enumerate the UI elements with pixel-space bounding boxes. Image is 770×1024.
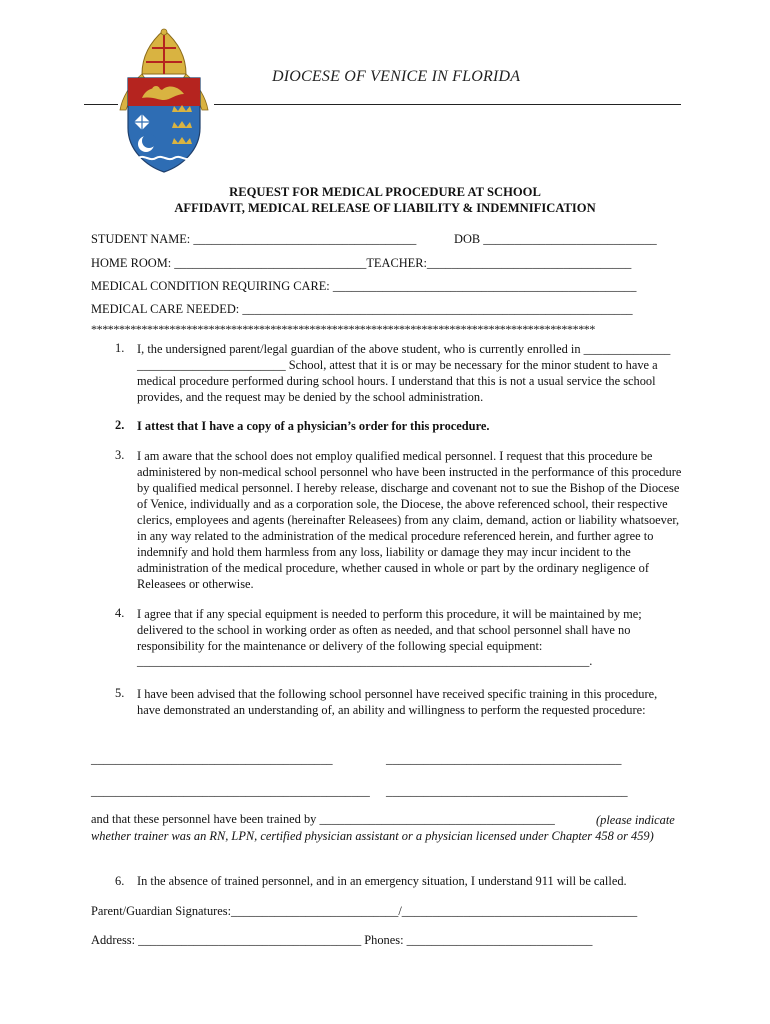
home-room-teacher-field[interactable]: HOME ROOM: _______________________________TEACHER:_________________________________ xyxy=(91,256,632,270)
header-rule-left xyxy=(84,104,118,105)
guardian-signatures-field[interactable]: Parent/Guardian Signatures:___________________________/______________________________________ xyxy=(91,904,638,918)
personnel-1-field[interactable]: _______________________________________ xyxy=(91,752,333,766)
item-2-number: 2. xyxy=(115,418,125,432)
item-1-number: 1. xyxy=(115,341,125,355)
item-1-text: I, the undersigned parent/legal guardian of the above student, who is currently enrolled in ______________ ________________________ School, attest that it is or may be necessary for the minor student to have a medical procedure performed during school hours. I understand that this is not a usual service the school provides, and the request may be denied by the school administration. xyxy=(137,342,671,404)
address-phones-field[interactable]: Address: ____________________________________ Phones: ______________________________ xyxy=(91,933,593,947)
form-title-line1: REQUEST FOR MEDICAL PROCEDURE AT SCHOOL xyxy=(229,185,541,199)
personnel-2-field[interactable]: ______________________________________ xyxy=(386,752,622,766)
item-3-number: 3. xyxy=(115,448,125,462)
medical-condition-field[interactable]: MEDICAL CONDITION REQUIRING CARE: _________________________________________________ xyxy=(91,279,637,293)
header-rule-right xyxy=(214,104,681,105)
item-6-number: 6. xyxy=(115,874,125,888)
personnel-3-field[interactable]: _____________________________________________ xyxy=(91,784,370,798)
item-4-number: 4. xyxy=(115,606,125,620)
personnel-4-field[interactable]: _______________________________________ xyxy=(386,784,628,798)
special-equipment-field[interactable]: _________________________________________________________________________. xyxy=(137,654,593,668)
item-4-text: I agree that if any special equipment is needed to perform this procedure, it will be maintained by me; delivered to the school in working order as often as needed, and that school personnel shall have no responsibility for the maintenance or delivery of the following special equipment: xyxy=(137,607,642,653)
item-3-text: I am aware that the school does not employ qualified medical personnel. I request that this procedure be administered by non-medical school personnel who have been instructed in the performance of this procedure by qualified medical personnel. I hereby release, discharge and covenant not to sue the Bishop of the Diocese of Venice, individually and as a corporation sole, the Diocese, the above referenced school, their respective clerics, employees and agents (hereinafter Releasees) from any claim, demand, action or liability whatsoever, in any way related to the administration of the medical procedure referenced herein, and further agree to indemnify and hold them harmless from any loss, liability or damage they may incur incident to the administration of the medical procedure, whether caused in whole or part by the ordinary negligence of Releasees or otherwise. xyxy=(137,449,682,591)
item-6-text: In the absence of trained personnel, and in an emergency situation, I understand 911 will be called. xyxy=(137,874,627,888)
trainer-note: (please indicate whether trainer was an RN, LPN, certified physician assistant or a physician licensed under Chapter 458 or 459) xyxy=(91,813,675,843)
medical-care-field[interactable]: MEDICAL CARE NEEDED: _______________________________________________________________ xyxy=(91,302,633,316)
item-2-text: I attest that I have a copy of a physician’s order for this procedure. xyxy=(137,419,490,433)
dob-field[interactable]: DOB ____________________________ xyxy=(454,232,657,246)
separator-stars: ****************************************************************************************** xyxy=(91,322,596,336)
trainer-field[interactable]: and that these personnel have been trained by ______________________________________ xyxy=(91,812,555,826)
org-title: DIOCESE OF VENICE IN FLORIDA xyxy=(272,68,521,85)
student-name-field[interactable]: STUDENT NAME: ____________________________________ xyxy=(91,232,417,246)
form-title-line2: AFFIDAVIT, MEDICAL RELEASE OF LIABILITY & INDEMNIFICATION xyxy=(174,201,596,215)
item-5-text: I have been advised that the following school personnel have received specific training in this procedure, have demonstrated an understanding of, an ability and willingness to perform the requested procedure: xyxy=(137,687,658,717)
diocese-crest-image xyxy=(112,28,216,176)
item-5-number: 5. xyxy=(115,686,125,700)
